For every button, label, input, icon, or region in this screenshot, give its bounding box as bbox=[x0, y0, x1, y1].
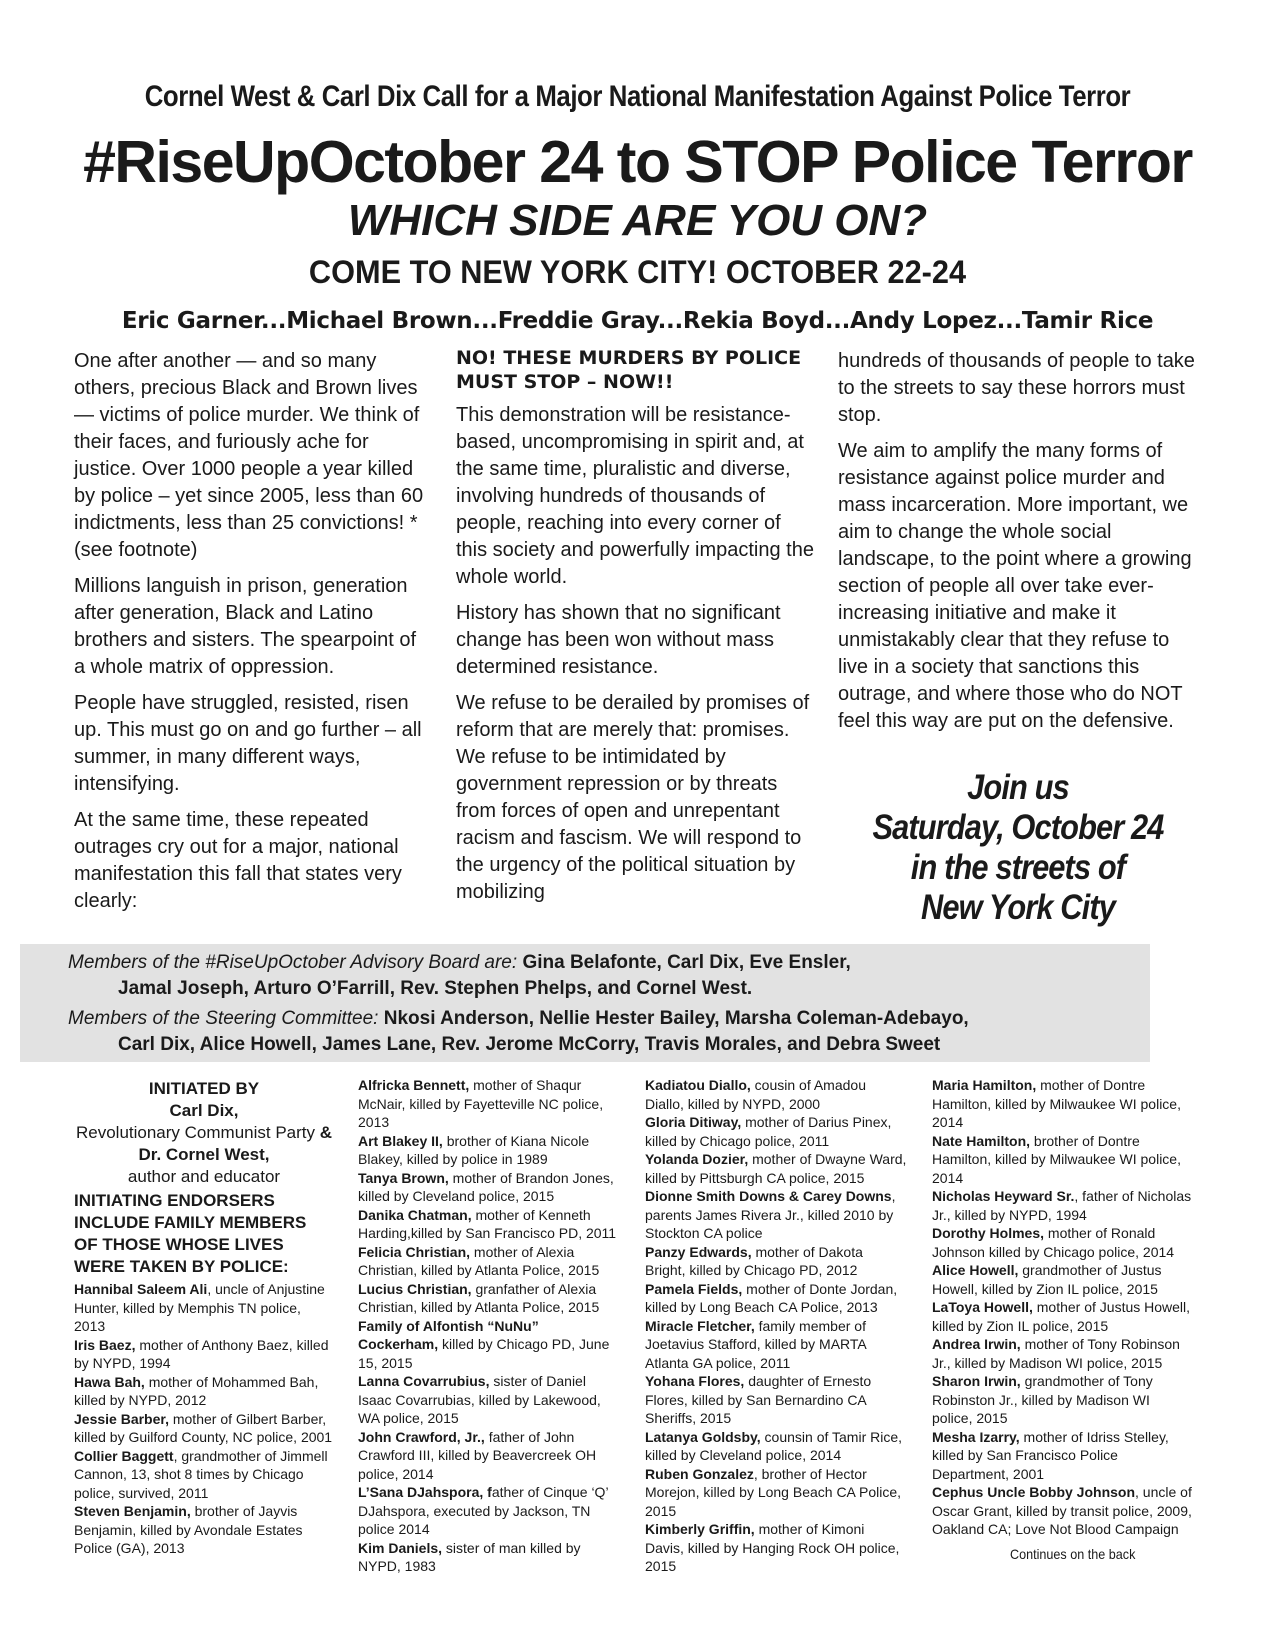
endorser-description: mother of Donte Jordan, killed by Long Beach CA Police, 2013 bbox=[645, 1280, 898, 1315]
endorser-name: Panzy Edwards, bbox=[645, 1243, 752, 1260]
endorser-name: Mesha Izarry, bbox=[932, 1428, 1020, 1445]
steering-label: Members of the Steering Committee: bbox=[68, 1008, 379, 1029]
endorser-description: brother of Jayvis Benjamin, killed by Avondale Estates Police (GA), 2013 bbox=[74, 1503, 303, 1556]
endorser-name: Steven Benjamin, bbox=[74, 1503, 191, 1519]
initiator-name: Carl Dix, bbox=[169, 1101, 239, 1120]
endorser-entry bbox=[932, 1187, 1194, 1224]
endorser-description: killed by Chicago PD, June 15, 2015 bbox=[358, 1336, 610, 1371]
endorser-description: , uncle of Oscar Grant, killed by transit police, 2009, Oakland CA; Love Not Blood Campaign bbox=[932, 1484, 1192, 1537]
endorser-description: , grandmother of Jimmell Cannon, 13, shot 8 times by Chicago police, survived, 2011 bbox=[74, 1447, 328, 1501]
endorser-entry bbox=[932, 1428, 1194, 1484]
endorser-description: brother of Kiana Nicole Blakey, killed by police in 1989 bbox=[358, 1132, 590, 1167]
endorser-name: Nate Hamilton, bbox=[932, 1132, 1031, 1149]
subheading: NO! THESE MURDERS BY POLICE MUST STOP – NOW!! bbox=[456, 347, 802, 393]
advisory-line-1 bbox=[68, 950, 1150, 976]
endorser-name: Iris Baez, bbox=[74, 1336, 136, 1353]
endorser-name: Kim Daniels, bbox=[358, 1539, 443, 1556]
endorser-name: Andrea Irwin, bbox=[932, 1336, 1021, 1352]
advisory-line-2: Jamal Joseph, Arturo O’Farrill, Rev. Stephen Phelps, and Cornel West. bbox=[118, 978, 753, 999]
paragraph: We aim to amplify the many forms of resistance against police murder and mass incarceration. More important, we aim to change the whole social landscape, to the point where a growing section of people all over take ever-increasing initiative and make it unmistakably clear that they refuse to live in a society that sanctions this outrage, and where those who do NOT feel this way are put on the defensive. bbox=[838, 440, 1192, 732]
paragraph: Millions languish in prison, generation after generation, Black and Latino brothers and sisters. The spearpoint of a whole matrix of oppression. bbox=[74, 575, 417, 678]
advisory-names: Gina Belafonte, Carl Dix, Eve Ensler, bbox=[522, 952, 851, 973]
endorser-description: father of John Crawford III, killed by Beavercreek OH police, 2014 bbox=[358, 1428, 597, 1482]
endorser-entry bbox=[932, 1483, 1194, 1539]
endorser-entry bbox=[645, 1428, 907, 1465]
endorser-description: mother of Anthony Baez, killed by NYPD, 1994 bbox=[74, 1336, 329, 1371]
endorser-name: Yohana Flores, bbox=[645, 1373, 745, 1389]
endorser-description: mother of Kimoni Davis, killed by Hanging Rock OH police, 2015 bbox=[645, 1521, 900, 1574]
endorser-description: mother of Ronald Johnson killed by Chicago police, 2014 bbox=[932, 1225, 1175, 1260]
endorser-name: Alice Howell, bbox=[932, 1262, 1019, 1278]
endorser-description: granfather of Alexia Christian, killed by Atlanta Police, 2015 bbox=[358, 1280, 600, 1315]
endorser-description: grandmother of Justus Howell, killed by Zion IL police, 2015 bbox=[932, 1262, 1162, 1297]
join-line: in the streets of bbox=[910, 848, 1126, 887]
endorser-entry bbox=[74, 1280, 334, 1336]
endorser-entry bbox=[358, 1317, 620, 1373]
paragraph: This demonstration will be resistance-based, uncompromising in spirit and, at the same time, pluralistic and diverse, involving hundreds of thousands of people, reaching into every corner of this society and powerfully impacting the whole world. bbox=[456, 404, 814, 588]
endorser-name: Gloria Ditiway, bbox=[645, 1114, 742, 1130]
endorser-description: mother of Idriss Stelley, killed by San Francisco Police Department, 2001 bbox=[932, 1428, 1169, 1482]
join-line: New York City bbox=[921, 888, 1115, 927]
endorser-entry bbox=[358, 1280, 620, 1317]
endorser-entry bbox=[645, 1243, 907, 1280]
endorser-entry bbox=[358, 1243, 620, 1280]
endorser-name: Kadiatou Diallo, bbox=[645, 1077, 751, 1093]
endorser-entry bbox=[74, 1410, 334, 1447]
endorser-name: Miracle Fletcher, bbox=[645, 1317, 755, 1334]
endorser-entry bbox=[932, 1224, 1194, 1261]
endorser-name: LaToya Howell, bbox=[932, 1299, 1033, 1315]
endorser-name: Cephus Uncle Bobby Johnson bbox=[932, 1484, 1136, 1500]
endorser-entry bbox=[645, 1465, 907, 1521]
body-column-2 bbox=[456, 346, 816, 915]
endorser-description: mother of Justus Howell, killed by Zion IL police, 2015 bbox=[932, 1299, 1191, 1334]
endorser-description: mother of Dakota Bright, killed by Chicago PD, 2012 bbox=[645, 1243, 863, 1278]
endorser-description: mother of Shaqur McNair, killed by Fayetteville NC police, 2013 bbox=[358, 1077, 604, 1130]
endorser-entry bbox=[358, 1539, 620, 1576]
endorser-entry bbox=[74, 1502, 334, 1558]
endorser-description: mother of Brandon Jones, killed by Cleveland police, 2015 bbox=[358, 1169, 614, 1204]
endorser-name: John Crawford, Jr., bbox=[358, 1428, 485, 1445]
endorser-description: brother of Dontre Hamilton, killed by Milwaukee WI police, 2014 bbox=[932, 1132, 1181, 1186]
endorser-name: Alfricka Bennett, bbox=[358, 1077, 470, 1093]
endorser-description: mother of Alexia Christian, killed by Atlanta Police, 2015 bbox=[358, 1243, 600, 1278]
endorser-name: Lucius Christian, bbox=[358, 1280, 472, 1297]
board-members-box bbox=[20, 944, 1150, 1062]
endorser-name: Kimberly Griffin, bbox=[645, 1521, 755, 1537]
initiator-org bbox=[74, 1122, 334, 1144]
endorser-entry bbox=[358, 1132, 620, 1169]
endorser-description: mother of Dontre Hamilton, killed by Milwaukee WI police, 2014 bbox=[932, 1077, 1181, 1130]
endorser-description: , father of Nicholas Jr., killed by NYPD, 1994 bbox=[932, 1188, 1192, 1223]
endorser-description: mother of Darius Pinex, killed by Chicago police, 2011 bbox=[645, 1114, 892, 1149]
victim-names-line: Eric Garner...Michael Brown...Freddie Gray...Rekia Boyd...Andy Lopez...Tamir Rice bbox=[121, 308, 1154, 334]
endorser-entry bbox=[358, 1076, 620, 1132]
join-us-callout bbox=[860, 768, 1177, 928]
endorser-description: , brother of Hector Morejon, killed by Long Beach CA Police, 2015 bbox=[645, 1465, 902, 1519]
endorser-list bbox=[358, 1076, 620, 1576]
endorser-entry bbox=[932, 1261, 1194, 1298]
endorser-entry bbox=[645, 1113, 907, 1150]
endorsers-column-2 bbox=[358, 1076, 620, 1576]
endorser-description: mother of Tony Robinson Jr., killed by Madison WI police, 2015 bbox=[932, 1336, 1180, 1371]
endorser-description: sister of Daniel Isaac Covarrubias, killed by Lakewood, WA police, 2015 bbox=[358, 1373, 601, 1426]
join-line: Join us bbox=[967, 768, 1069, 807]
endorser-name: Dorothy Holmes, bbox=[932, 1225, 1045, 1241]
endorser-description: cousin of Amadou Diallo, killed by NYPD, 2000 bbox=[645, 1077, 866, 1112]
paragraph: hundreds of thousands of people to take to the streets to say these horrors must stop. bbox=[838, 350, 1195, 426]
endorser-name: Collier Baggett bbox=[74, 1447, 174, 1464]
steering-names: Nkosi Anderson, Nellie Hester Bailey, Marsha Coleman-Adebayo, bbox=[383, 1008, 969, 1029]
endorser-description: mother of Mohammed Bah, killed by NYPD, 2012 bbox=[74, 1373, 319, 1408]
endorser-description: mother of Dwayne Ward, killed by Pittsburgh CA police, 2015 bbox=[645, 1151, 907, 1186]
endorser-description: daughter of Ernesto Flores, killed by San Bernardino CA Sheriffs, 2015 bbox=[645, 1373, 872, 1426]
endorser-name: Latanya Goldsby, bbox=[645, 1428, 761, 1445]
endorser-name: Pamela Fields, bbox=[645, 1280, 743, 1297]
endorser-entry bbox=[358, 1372, 620, 1428]
initiator-name: Dr. Cornel West, bbox=[138, 1145, 270, 1164]
endorser-description: family member of Joetavius Stafford, killed by MARTA Atlanta GA police, 2011 bbox=[645, 1317, 866, 1371]
org-text: Revolutionary Communist Party bbox=[75, 1123, 316, 1142]
paragraph: History has shown that no significant change has been won without mass determined resistance. bbox=[456, 602, 781, 678]
endorser-entry bbox=[358, 1483, 620, 1539]
endorser-description: , uncle of Anjustine Hunter, killed by Memphis TN police, 2013 bbox=[74, 1281, 325, 1334]
call-heading: Cornel West & Carl Dix Call for a Major National Manifestation Against Police Terror bbox=[144, 80, 1131, 113]
endorser-name: Art Blakey II, bbox=[358, 1132, 443, 1149]
endorser-name: Jessie Barber, bbox=[74, 1410, 169, 1427]
endorsers-column-1 bbox=[74, 1078, 334, 1558]
endorser-entry bbox=[358, 1206, 620, 1243]
body-column-3 bbox=[838, 348, 1198, 744]
endorser-entry bbox=[74, 1336, 334, 1373]
initiated-by-block bbox=[74, 1078, 334, 1188]
initiator-org: author and educator bbox=[127, 1167, 281, 1186]
endorser-entry bbox=[645, 1317, 907, 1373]
endorser-name: Nicholas Heyward Sr. bbox=[932, 1188, 1075, 1204]
endorsers-column-4 bbox=[932, 1076, 1194, 1539]
endorser-name: Hannibal Saleem Ali bbox=[74, 1281, 208, 1297]
paragraph: We refuse to be derailed by promises of reform that are merely that: promises. We refuse to be intimidated by government repression or by threats from forces of open and unrepentant racism and fascism. We will respond to the urgency of the political situation by mobilizing bbox=[456, 692, 810, 903]
endorser-list bbox=[932, 1076, 1194, 1539]
initiated-title: INITIATED BY bbox=[148, 1079, 260, 1098]
endorser-name: Yolanda Dozier, bbox=[645, 1151, 749, 1167]
endorser-description: sister of man killed by NYPD, 1983 bbox=[358, 1539, 581, 1574]
which-side-heading: WHICH SIDE ARE YOU ON? bbox=[347, 196, 928, 245]
endorser-name: Danika Chatman, bbox=[358, 1206, 472, 1223]
endorser-entry bbox=[645, 1372, 907, 1428]
endorser-entry bbox=[932, 1132, 1194, 1188]
endorser-list bbox=[74, 1280, 334, 1558]
endorser-name: Felicia Christian, bbox=[358, 1243, 471, 1260]
advisory-label: Members of the #RiseUpOctober Advisory Board are: bbox=[68, 952, 518, 973]
endorser-description: counsin of Tamir Rice, killed by Cleveland police, 2014 bbox=[645, 1428, 903, 1463]
paragraph: People have struggled, resisted, risen up. This must go on and go further – all summer, in many different ways, intensifying. bbox=[74, 692, 422, 795]
endorser-name: Maria Hamilton, bbox=[932, 1077, 1037, 1093]
endorser-name: Ruben Gonzalez bbox=[645, 1465, 754, 1482]
paragraph: One after another — and so many others, precious Black and Brown lives — victims of police murder. We think of their faces, and furiously ache for justice. Over 1000 people a year killed by police – yet since 2005, less than 60 indictments, less than 25 convictions! * (see footnote) bbox=[74, 350, 424, 561]
endorser-name: Lanna Covarrubius, bbox=[358, 1373, 490, 1389]
endorser-name: Family of Alfontish “NuNu” Cockerham, bbox=[358, 1317, 539, 1352]
endorser-name: Hawa Bah, bbox=[74, 1373, 145, 1390]
join-line: Saturday, October 24 bbox=[872, 808, 1164, 847]
steering-line-1 bbox=[68, 1006, 1150, 1032]
steering-line-2: Carl Dix, Alice Howell, James Lane, Rev. Jerome McCorry, Travis Morales, and Debra Sweet bbox=[118, 1034, 941, 1055]
endorser-description: mother of Gilbert Barber, killed by Guilford County, NC police, 2001 bbox=[74, 1410, 333, 1445]
endorsers-title: INITIATING ENDORSERS INCLUDE FAMILY MEMBERS OF THOSE WHOSE LIVES WERE TAKEN BY POLICE: bbox=[74, 1191, 307, 1276]
endorser-entry bbox=[645, 1280, 907, 1317]
endorser-entry bbox=[645, 1187, 907, 1243]
endorser-entry bbox=[645, 1076, 907, 1113]
endorser-entry bbox=[932, 1076, 1194, 1132]
endorser-list bbox=[645, 1076, 907, 1576]
main-headline: #RiseUpOctober 24 to STOP Police Terror bbox=[83, 129, 1192, 195]
endorser-entry bbox=[932, 1372, 1194, 1428]
come-to-nyc-heading: COME TO NEW YORK CITY! OCTOBER 22-24 bbox=[308, 254, 967, 290]
continues-note: Continues on the back bbox=[1010, 1546, 1136, 1562]
body-column-1 bbox=[74, 348, 424, 924]
endorser-description: mother of Kenneth Harding,killed by San Francisco PD, 2011 bbox=[358, 1206, 617, 1241]
endorsers-column-3 bbox=[645, 1076, 907, 1576]
endorser-description: ather of Cinque ‘Q’ DJahspora, executed by Jackson, TN police 2014 bbox=[358, 1484, 609, 1537]
paragraph: At the same time, these repeated outrages cry out for a major, national manifestation this fall that states very clearly: bbox=[74, 809, 402, 912]
endorser-entry bbox=[645, 1520, 907, 1576]
endorser-name: Dionne Smith Downs & Carey Downs bbox=[645, 1188, 892, 1204]
endorser-description: grandmother of Tony Robinston Jr., killed by Madison WI police, 2015 bbox=[932, 1373, 1153, 1426]
ampersand: & bbox=[315, 1123, 333, 1142]
endorser-entry bbox=[74, 1373, 334, 1410]
endorser-entry bbox=[358, 1169, 620, 1206]
endorser-entry bbox=[932, 1335, 1194, 1372]
endorser-name: L’Sana DJahspora, f bbox=[358, 1484, 492, 1500]
endorser-description: , parents James Rivera Jr., killed 2010 by Stockton CA police bbox=[645, 1188, 896, 1241]
endorser-name: Sharon Irwin, bbox=[932, 1373, 1021, 1389]
endorser-name: Tanya Brown, bbox=[358, 1169, 449, 1186]
endorser-entry bbox=[645, 1150, 907, 1187]
endorser-entry bbox=[932, 1298, 1194, 1335]
endorser-entry bbox=[74, 1447, 334, 1503]
endorser-entry bbox=[358, 1428, 620, 1484]
